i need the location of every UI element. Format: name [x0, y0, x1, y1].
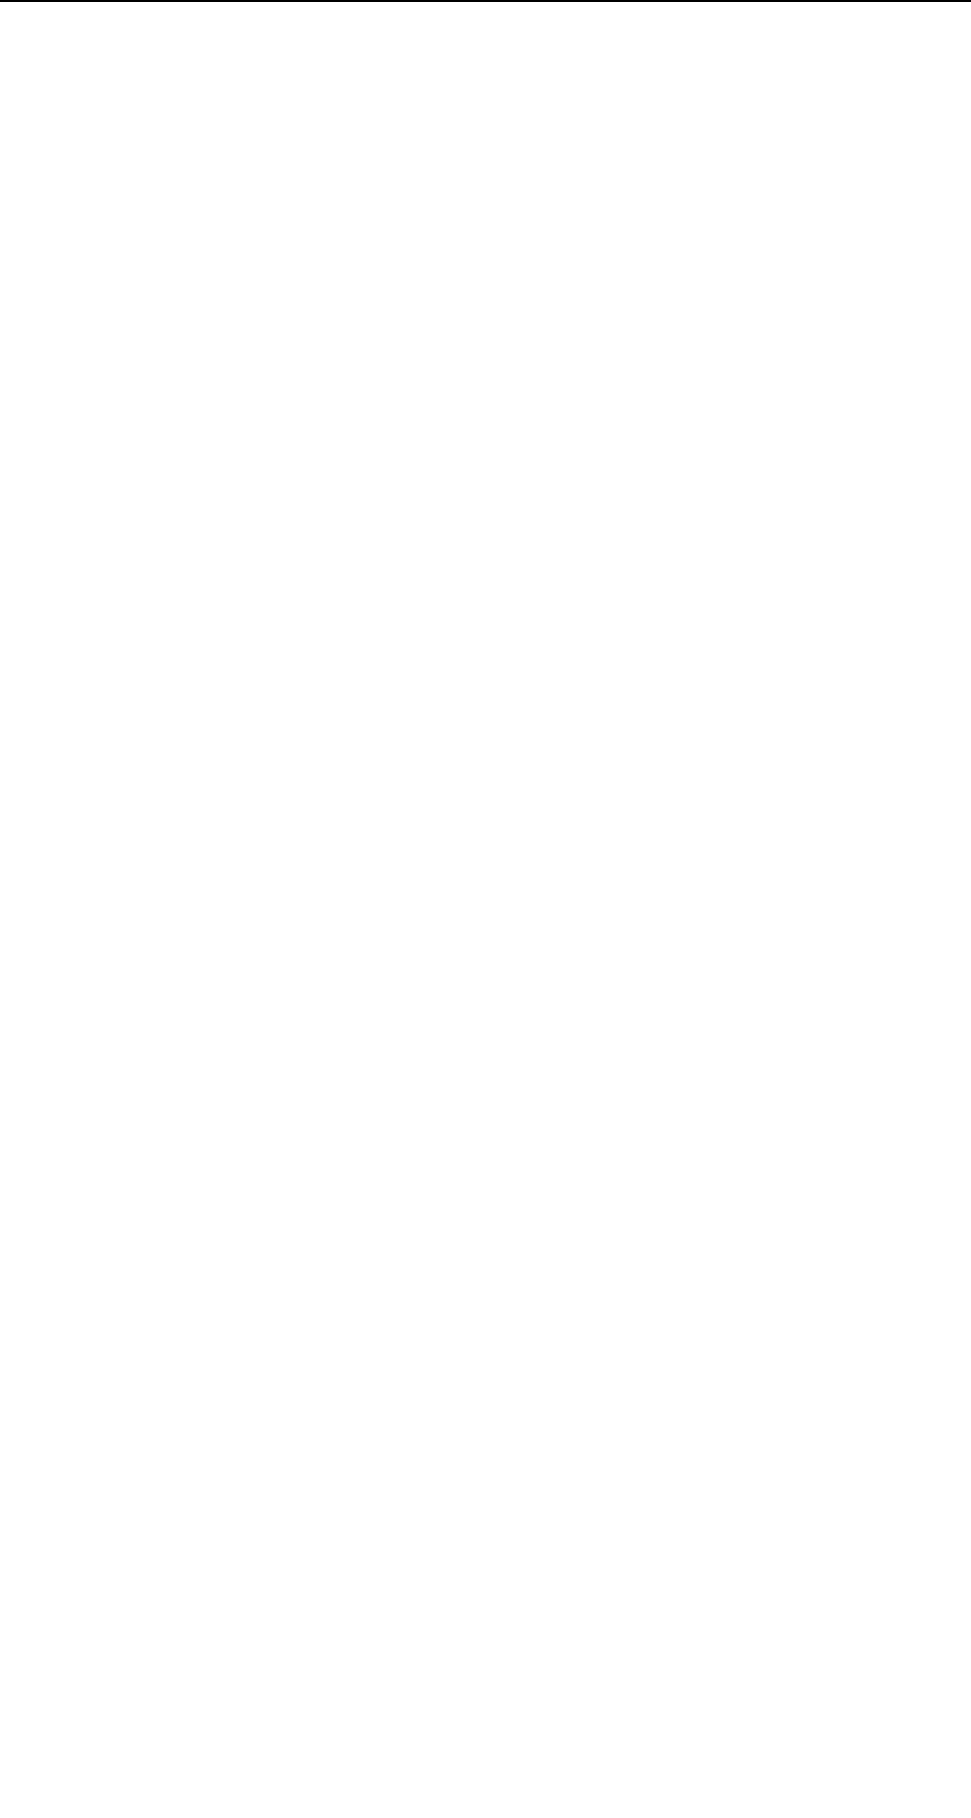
- spec-sheet-page: [0, 0, 971, 2]
- spec-table: [0, 0, 971, 2]
